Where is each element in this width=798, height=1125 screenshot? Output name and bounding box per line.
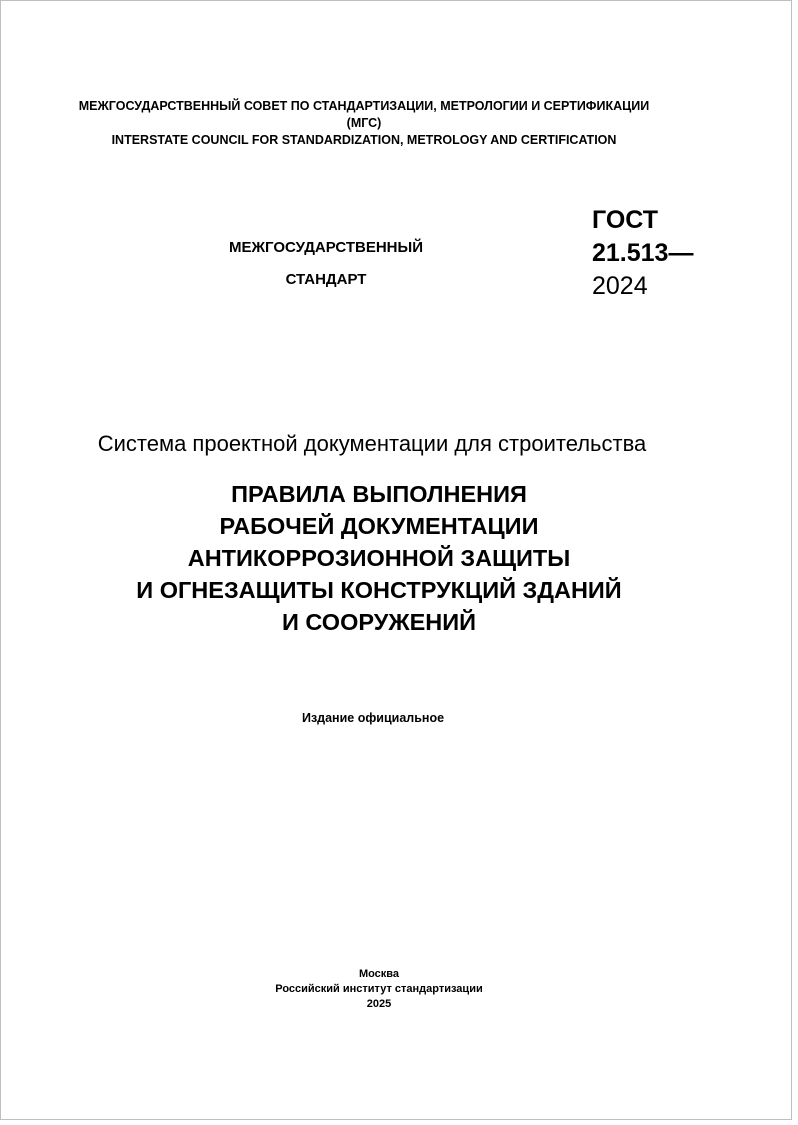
title-line: АНТИКОРРОЗИОННОЙ ЗАЩИТЫ [187,545,571,571]
gost-year: 2024 [592,272,648,300]
gost-number: 21.513— [592,239,694,267]
system-title: Система проектной документации для строительства [97,431,647,456]
title-line: И ОГНЕЗАЩИТЫ КОНСТРУКЦИЙ ЗДАНИЙ [136,577,622,603]
council-abbreviation: (МГС) [346,116,382,130]
title-line: ПРАВИЛА ВЫПОЛНЕНИЯ [231,481,527,507]
council-header [1,98,727,149]
gost-prefix: ГОСТ [592,206,658,234]
title-line: И СООРУЖЕНИЙ [281,609,476,635]
gost-designation [592,204,693,303]
document-title [1,478,757,638]
edition-label: Издание официальное [301,711,445,725]
standard-type-line2: СТАНДАРТ [285,271,367,288]
title-line: РАБОЧЕЙ ДОКУМЕНТАЦИИ [219,513,539,539]
imprint-year: 2025 [366,998,392,1010]
imprint-city: Москва [358,968,400,980]
standard-type-label [201,232,451,296]
council-name-en: INTERSTATE COUNCIL FOR STANDARDIZATION, METROLOGY AND CERTIFICATION [111,133,617,147]
council-name-ru: МЕЖГОСУДАРСТВЕННЫЙ СОВЕТ ПО СТАНДАРТИЗАЦИИ, МЕТРОЛОГИИ И СЕРТИФИКАЦИИ [78,99,650,113]
standard-type-line1: МЕЖГОСУДАРСТВЕННЫЙ [229,239,423,256]
imprint [1,967,757,1012]
imprint-publisher: Российский институт стандартизации [275,983,483,995]
